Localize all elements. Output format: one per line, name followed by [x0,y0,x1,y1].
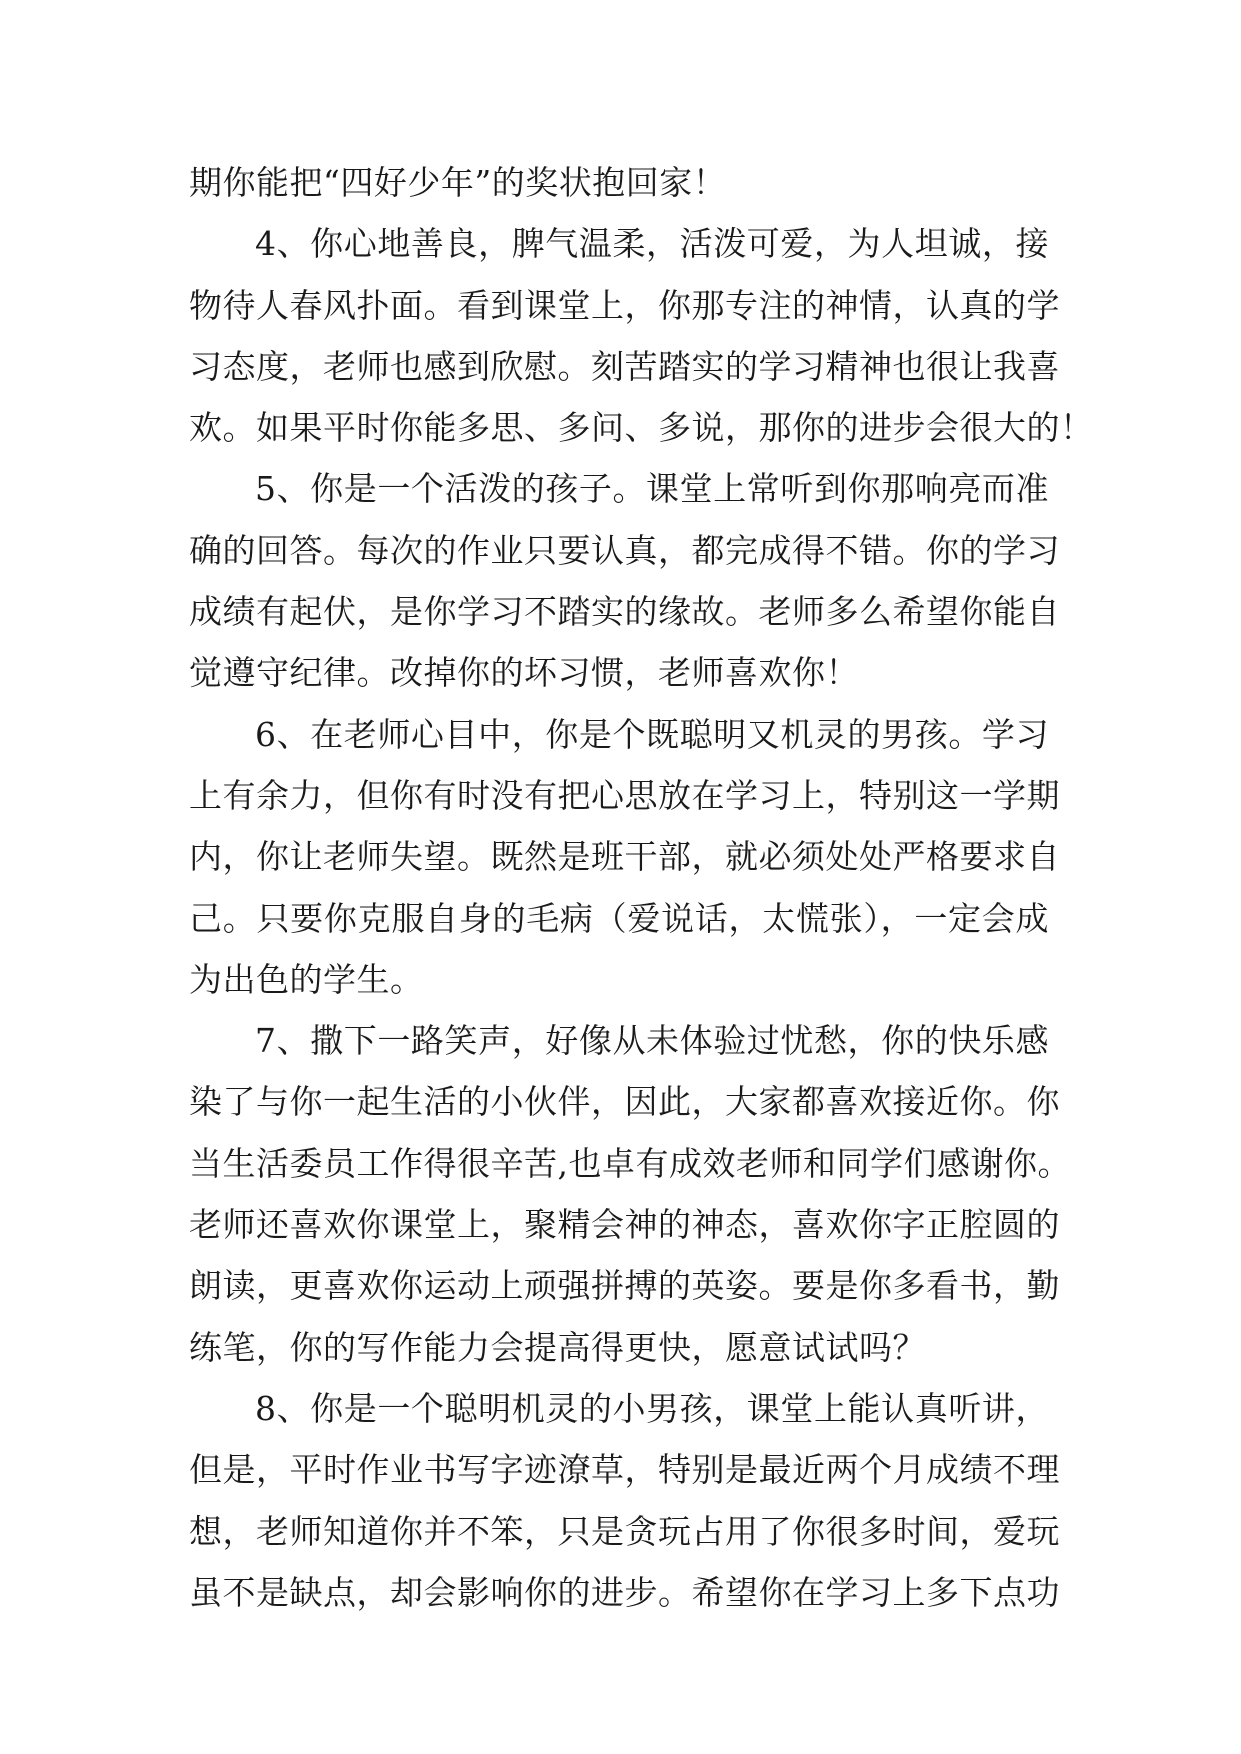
text-line: 觉遵守纪律。改掉你的坏习惯，老师喜欢你！ [189,653,859,693]
paragraph-7-start: 7、撒下一路笑声，好像从未体验过忧愁，你的快乐感 [255,1021,1049,1061]
text-line: 当生活委员工作得很辛苦,也卓有成效老师和同学们感谢你。 [189,1143,1071,1183]
text-line: 朗读，更喜欢你运动上顽强拼搏的英姿。要是你多看书，勤 [189,1266,1060,1306]
paragraph-6-start: 6、在老师心目中，你是个既聪明又机灵的男孩。学习 [255,714,1049,754]
text-line: 成绩有起伏，是你学习不踏实的缘故。老师多么希望你能自 [189,592,1060,632]
text-line: 己。只要你克服自身的毛病（爱说话，太慌张），一定会成 [189,898,1049,938]
text-line: 习态度，老师也感到欣慰。刻苦踏实的学习精神也很让我喜 [189,346,1060,386]
text-line: 上有余力，但你有时没有把心思放在学习上，特别这一学期 [189,775,1060,815]
text-line: 老师还喜欢你课堂上，聚精会神的神态，喜欢你字正腔圆的 [189,1205,1060,1245]
text-line: 期你能把“四好少年”的奖状抱回家！ [189,163,727,202]
text-line: 内，你让老师失望。既然是班干部，就必须处处严格要求自 [189,837,1060,877]
body-text [189,152,1094,1623]
paragraph-8-start: 8、你是一个聪明机灵的小男孩，课堂上能认真听讲， [255,1388,1049,1428]
text-line: 想，老师知道你并不笨，只是贪玩占用了你很多时间，爱玩 [189,1511,1060,1551]
paragraph-5-start: 5、你是一个活泼的孩子。课堂上常听到你那响亮而准 [255,469,1049,509]
text-line: 为出色的学生。 [189,959,424,999]
text-line: 虽不是缺点，却会影响你的进步。希望你在学习上多下点功 [189,1572,1060,1612]
paragraph-4-start: 4、你心地善良，脾气温柔，活泼可爱，为人坦诚，接 [255,224,1049,264]
text-line: 欢。如果平时你能多思、多问、多说，那你的进步会很大的！ [189,408,1094,448]
text-line: 确的回答。每次的作业只要认真，都完成得不错。你的学习 [189,530,1060,570]
text-line: 物待人春风扑面。看到课堂上，你那专注的神情，认真的学 [189,285,1060,325]
text-line: 染了与你一起生活的小伙伴，因此，大家都喜欢接近你。你 [189,1082,1060,1122]
text-line: 但是，平时作业书写字迹潦草，特别是最近两个月成绩不理 [189,1450,1060,1490]
text-line: 练笔，你的写作能力会提高得更快，愿意试试吗？ [189,1327,926,1367]
